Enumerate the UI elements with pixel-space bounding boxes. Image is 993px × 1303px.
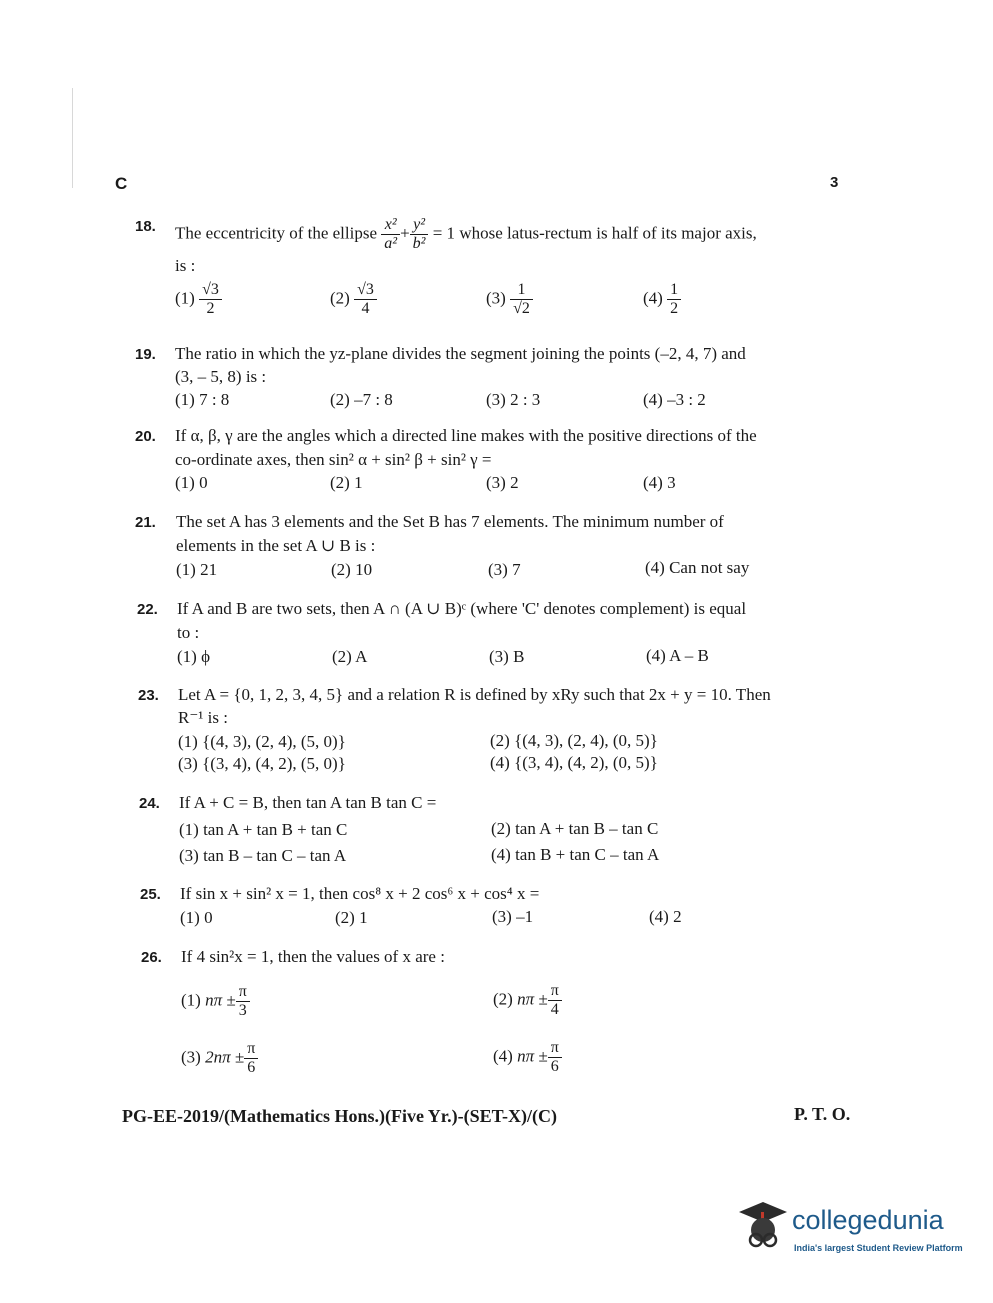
question-text-cont: elements in the set A ∪ B is :: [176, 536, 376, 555]
question-number: 23.: [138, 687, 159, 704]
fraction: [410, 216, 429, 253]
question-text: If A and B are two sets, then A ∩ (A ∪ B)ᶜ (where 'C' denotes complement) is equal: [177, 599, 747, 618]
question-text-part: The eccentricity of the ellipse: [175, 223, 378, 243]
fraction: [236, 983, 250, 1020]
fraction-numerator: π: [236, 983, 250, 1002]
question-text-cont: is :: [175, 256, 196, 275]
option-4: [493, 1039, 562, 1076]
fraction-numerator: y²: [410, 216, 429, 235]
option-label: (2): [330, 288, 350, 308]
fraction-denominator: 3: [238, 1002, 247, 1019]
plus-sign: +: [400, 223, 410, 243]
option-2: [493, 982, 562, 1019]
question-text: The set A has 3 elements and the Set B has 7 elements. The minimum number of: [176, 512, 724, 531]
fraction-denominator: 6: [550, 1058, 559, 1075]
fraction: [510, 281, 533, 318]
option-4: (4) A – B: [646, 646, 709, 665]
set-letter: C: [115, 174, 128, 193]
fraction-denominator: 4: [361, 300, 370, 317]
option-label: (4): [643, 288, 663, 308]
option-4: [643, 281, 681, 318]
question-text: If α, β, γ are the angles which a directed line makes with the positive directions of the: [175, 426, 757, 445]
option-1: (1) {(4, 3), (2, 4), (5, 0)}: [178, 732, 346, 751]
option-label: (2): [493, 989, 513, 1009]
fraction: [199, 281, 222, 318]
option-4: (4) tan B + tan C – tan A: [491, 845, 660, 864]
option-1: [181, 983, 250, 1020]
option-label: (1): [175, 288, 195, 308]
fraction-numerator: x²: [381, 216, 400, 235]
option-1: (1) tan A + tan B + tan C: [179, 820, 348, 839]
option-prefix: nπ ±: [517, 989, 548, 1009]
fraction-numerator: 1: [510, 281, 533, 300]
option-label: (4): [493, 1046, 513, 1066]
logo-name: collegedunia: [792, 1205, 944, 1235]
option-prefix: nπ ±: [517, 1046, 548, 1066]
option-4: (4) –3 : 2: [643, 390, 706, 409]
option-3: [181, 1040, 258, 1077]
fraction-denominator: 2: [206, 300, 215, 317]
question-text: The ratio in which the yz-plane divides the segment joining the points (–2, 4, 7) and: [175, 344, 746, 363]
option-3: (3) B: [489, 647, 525, 666]
option-3: (3) –1: [492, 907, 534, 926]
option-3: (3) 7: [488, 560, 521, 579]
option-3: (3) 2: [486, 473, 519, 492]
question-text-cont: R⁻¹ is :: [178, 708, 228, 727]
question-text-cont: co-ordinate axes, then sin² α + sin² β + sin² γ =: [175, 450, 492, 469]
option-label: (3): [486, 288, 506, 308]
question-number: 18.: [135, 218, 156, 235]
option-2: (2) –7 : 8: [330, 390, 393, 409]
option-2: [330, 281, 377, 318]
fraction-numerator: π: [244, 1040, 258, 1059]
fraction: [354, 281, 377, 318]
question-number: 25.: [140, 886, 161, 903]
question-number: 22.: [137, 601, 158, 618]
question-text: If A + C = B, then tan A tan B tan C =: [179, 793, 437, 812]
logo-tagline: India's largest Student Review Platform: [794, 1243, 963, 1253]
question-text-part: whose latus-rectum is half of its major axis,: [459, 223, 757, 243]
option-3: (3) 2 : 3: [486, 390, 541, 409]
option-2: (2) A: [332, 647, 368, 666]
option-2: (2) 10: [331, 560, 373, 579]
option-1: (1) ϕ: [177, 647, 211, 666]
fraction: [381, 216, 400, 253]
question-number: 20.: [135, 428, 156, 445]
scan-edge-line: [72, 88, 73, 188]
question-text-cont: to :: [177, 623, 200, 642]
fraction-denominator: 4: [550, 1001, 559, 1018]
option-4: (4) {(3, 4), (4, 2), (0, 5)}: [490, 753, 658, 772]
pto-label: P. T. O.: [794, 1104, 851, 1124]
option-4: (4) 3: [643, 473, 676, 492]
collegedunia-logo-icon: [737, 1200, 789, 1252]
question-number: 24.: [139, 795, 160, 812]
paper-code: PG-EE-2019/(Mathematics Hons.)(Five Yr.)-(SET-X)/(C): [122, 1106, 557, 1126]
option-2: (2) 1: [335, 908, 368, 927]
option-1: (1) 0: [180, 908, 213, 927]
question-number: 26.: [141, 949, 162, 966]
fraction-denominator: √2: [513, 300, 530, 317]
fraction-denominator: b²: [412, 235, 426, 252]
question-text: Let A = {0, 1, 2, 3, 4, 5} and a relation R is defined by xRy such that 2x + y = 10. Then: [178, 685, 771, 704]
question-number: 19.: [135, 346, 156, 363]
option-3: (3) tan B – tan C – tan A: [179, 846, 347, 865]
question-text-cont: (3, – 5, 8) is :: [175, 367, 267, 386]
fraction: [244, 1040, 258, 1077]
question-number: 21.: [135, 514, 156, 531]
fraction-numerator: π: [548, 982, 562, 1001]
question-text: [175, 216, 757, 253]
fraction: [548, 1039, 562, 1076]
option-3: [486, 281, 533, 318]
fraction-numerator: √3: [199, 281, 222, 300]
fraction-denominator: 6: [247, 1059, 256, 1076]
option-2: (2) 1: [330, 473, 363, 492]
fraction-denominator: 2: [670, 300, 679, 317]
option-1: (1) 7 : 8: [175, 390, 230, 409]
option-2: (2) {(4, 3), (2, 4), (0, 5)}: [490, 731, 658, 750]
page-number: 3: [830, 174, 839, 191]
fraction-numerator: π: [548, 1039, 562, 1058]
equation-rhs: = 1: [432, 223, 456, 243]
fraction: [548, 982, 562, 1019]
fraction-numerator: √3: [354, 281, 377, 300]
option-prefix: 2nπ ±: [205, 1047, 245, 1067]
option-1: (1) 0: [175, 473, 208, 492]
option-label: (3): [181, 1047, 201, 1067]
option-3: (3) {(3, 4), (4, 2), (5, 0)}: [178, 754, 346, 773]
fraction: [667, 281, 681, 318]
fraction-numerator: 1: [667, 281, 681, 300]
option-prefix: nπ ±: [205, 990, 236, 1010]
option-4: (4) Can not say: [645, 558, 750, 577]
question-text: If 4 sin²x = 1, then the values of x are :: [181, 947, 445, 966]
option-2: (2) tan A + tan B – tan C: [491, 819, 659, 838]
option-4: (4) 2: [649, 907, 682, 926]
option-label: (1): [181, 990, 201, 1010]
question-text: If sin x + sin² x = 1, then cos⁸ x + 2 cos⁶ x + cos⁴ x =: [180, 884, 540, 903]
fraction-denominator: a²: [384, 235, 398, 252]
option-1: (1) 21: [176, 560, 218, 579]
option-1: [175, 281, 222, 318]
